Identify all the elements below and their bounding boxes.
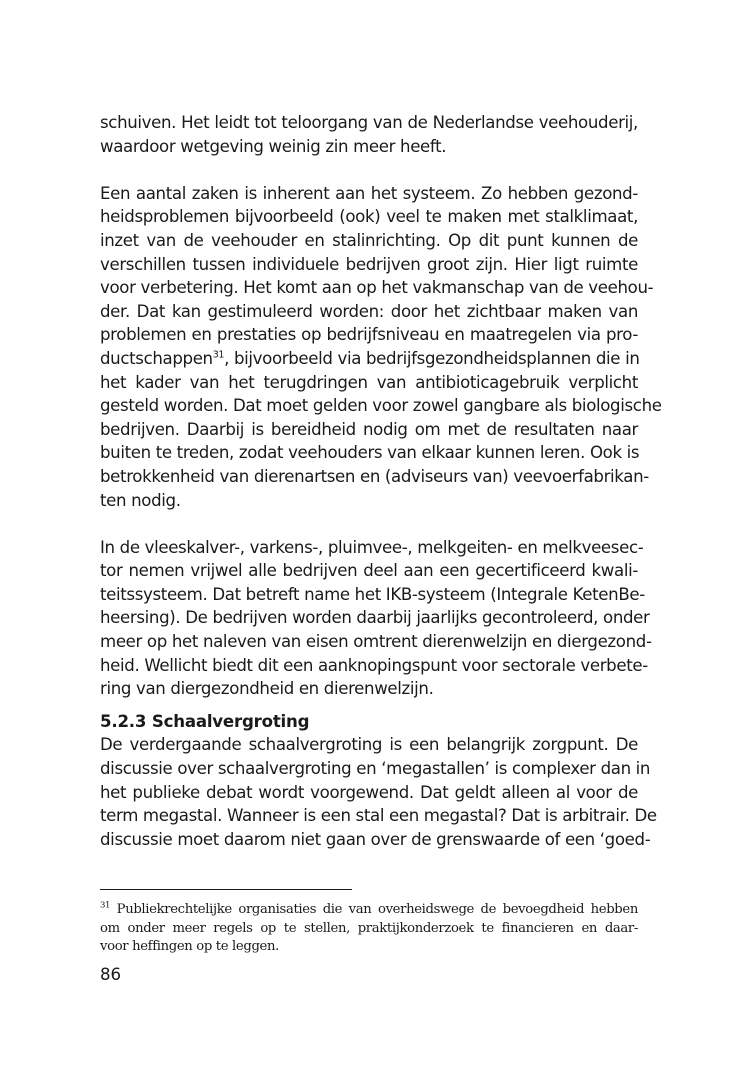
text-line: betrokkenheid van dierenartsen en (adviseurs van) veevoerfabrikan- xyxy=(100,466,649,486)
text-line xyxy=(100,347,638,371)
text-segment: Publiekrechtelijke organisaties die van overheidswege de bevoegdheid hebben xyxy=(110,902,638,917)
text-line: discussie over schaalvergroting en ‘megastallen’ is complexer dan in xyxy=(100,759,651,779)
footnote-number: 31 xyxy=(100,900,111,911)
text-line: buiten te treden, zodat veehouders van elkaar kunnen leren. Ook is xyxy=(100,443,640,463)
footnote-divider xyxy=(100,889,352,890)
paragraph xyxy=(100,111,638,158)
text-line: Een aantal zaken is inherent aan het systeem. Zo hebben gezond- xyxy=(100,183,638,203)
body-text xyxy=(100,111,662,851)
text-line: discussie moet daarom niet gaan over de grenswaarde of een ‘goed- xyxy=(100,829,651,849)
text-line: voor verbetering. Het komt aan op het vakmanschap van de veehou- xyxy=(100,278,654,298)
text-line: problemen en prestaties op bedrijfsniveau en maatregelen via pro- xyxy=(100,325,638,345)
text-line: inzet van de veehouder en stalinrichting. Op dit punt kunnen de xyxy=(100,230,638,250)
paragraph-gap xyxy=(100,158,638,182)
text-line: bedrijven. Daarbij is bereidheid nodig om met de resultaten naar xyxy=(100,419,638,439)
footnote-line xyxy=(100,901,638,920)
text-line: teitssysteem. Dat betreft name het IKB-systeem (Integrale KetenBe- xyxy=(100,584,645,604)
text-line: schuiven. Het leidt tot teloorgang van de Nederlandse veehouderij, xyxy=(100,113,638,132)
page-number: 86 xyxy=(100,965,122,984)
text-line: meer op het naleven van eisen omtrent dierenwelzijn en diergezond- xyxy=(100,632,652,652)
paragraph xyxy=(100,733,657,851)
text-line: tor nemen vrijwel alle bedrijven deel aan een gecertificeerd kwali- xyxy=(100,561,638,581)
text-segment: , bijvoorbeeld via bedrijfsgezondheidsplannen die in xyxy=(224,348,640,368)
text-line: het publieke debat wordt voorgewend. Dat geldt alleen al voor de xyxy=(100,782,638,802)
paragraph-gap xyxy=(100,512,638,536)
paragraph xyxy=(100,182,662,512)
text-line: gesteld worden. Dat moet gelden voor zowel gangbare als biologische xyxy=(100,396,662,416)
text-line: heersing). De bedrijven worden daarbij jaarlijks gecontroleerd, onder xyxy=(100,608,650,628)
footnote xyxy=(100,901,638,957)
text-line: ring van diergezondheid en dierenwelzijn. xyxy=(100,679,434,699)
text-line: waardoor wetgeving weinig zin meer heeft. xyxy=(100,136,447,156)
text-line: het kader van het terugdringen van antibioticagebruik verplicht xyxy=(100,372,638,392)
text-segment: ductschappen xyxy=(100,348,213,368)
footnote-reference[interactable]: 31 xyxy=(212,349,225,361)
text-line: De verdergaande schaalvergroting is een belangrijk zorgpunt. De xyxy=(100,735,638,755)
text-line: heid. Wellicht biedt dit een aanknopingspunt voor sectorale verbete- xyxy=(100,655,648,675)
paragraph xyxy=(100,536,652,701)
section-heading: 5.2.3 Schaalvergroting xyxy=(100,711,310,731)
text-line: term megastal. Wanneer is een stal een megastal? Dat is arbitrair. De xyxy=(100,806,657,826)
text-line: heidsproblemen bijvoorbeeld (ook) veel te maken met stalklimaat, xyxy=(100,207,638,227)
footnote-line: voor heffingen op te leggen. xyxy=(100,939,279,955)
text-line: ten nodig. xyxy=(100,490,181,510)
footnote-line: om onder meer regels op te stellen, praktijkonderzoek te financieren en daar- xyxy=(100,920,638,936)
text-line: In de vleeskalver-, varkens-, pluimvee-, melkgeiten- en melkveesec- xyxy=(100,537,644,557)
text-line: verschillen tussen individuele bedrijven groot zijn. Hier ligt ruimte xyxy=(100,254,638,274)
text-line: der. Dat kan gestimuleerd worden: door het zichtbaar maken van xyxy=(100,301,638,321)
